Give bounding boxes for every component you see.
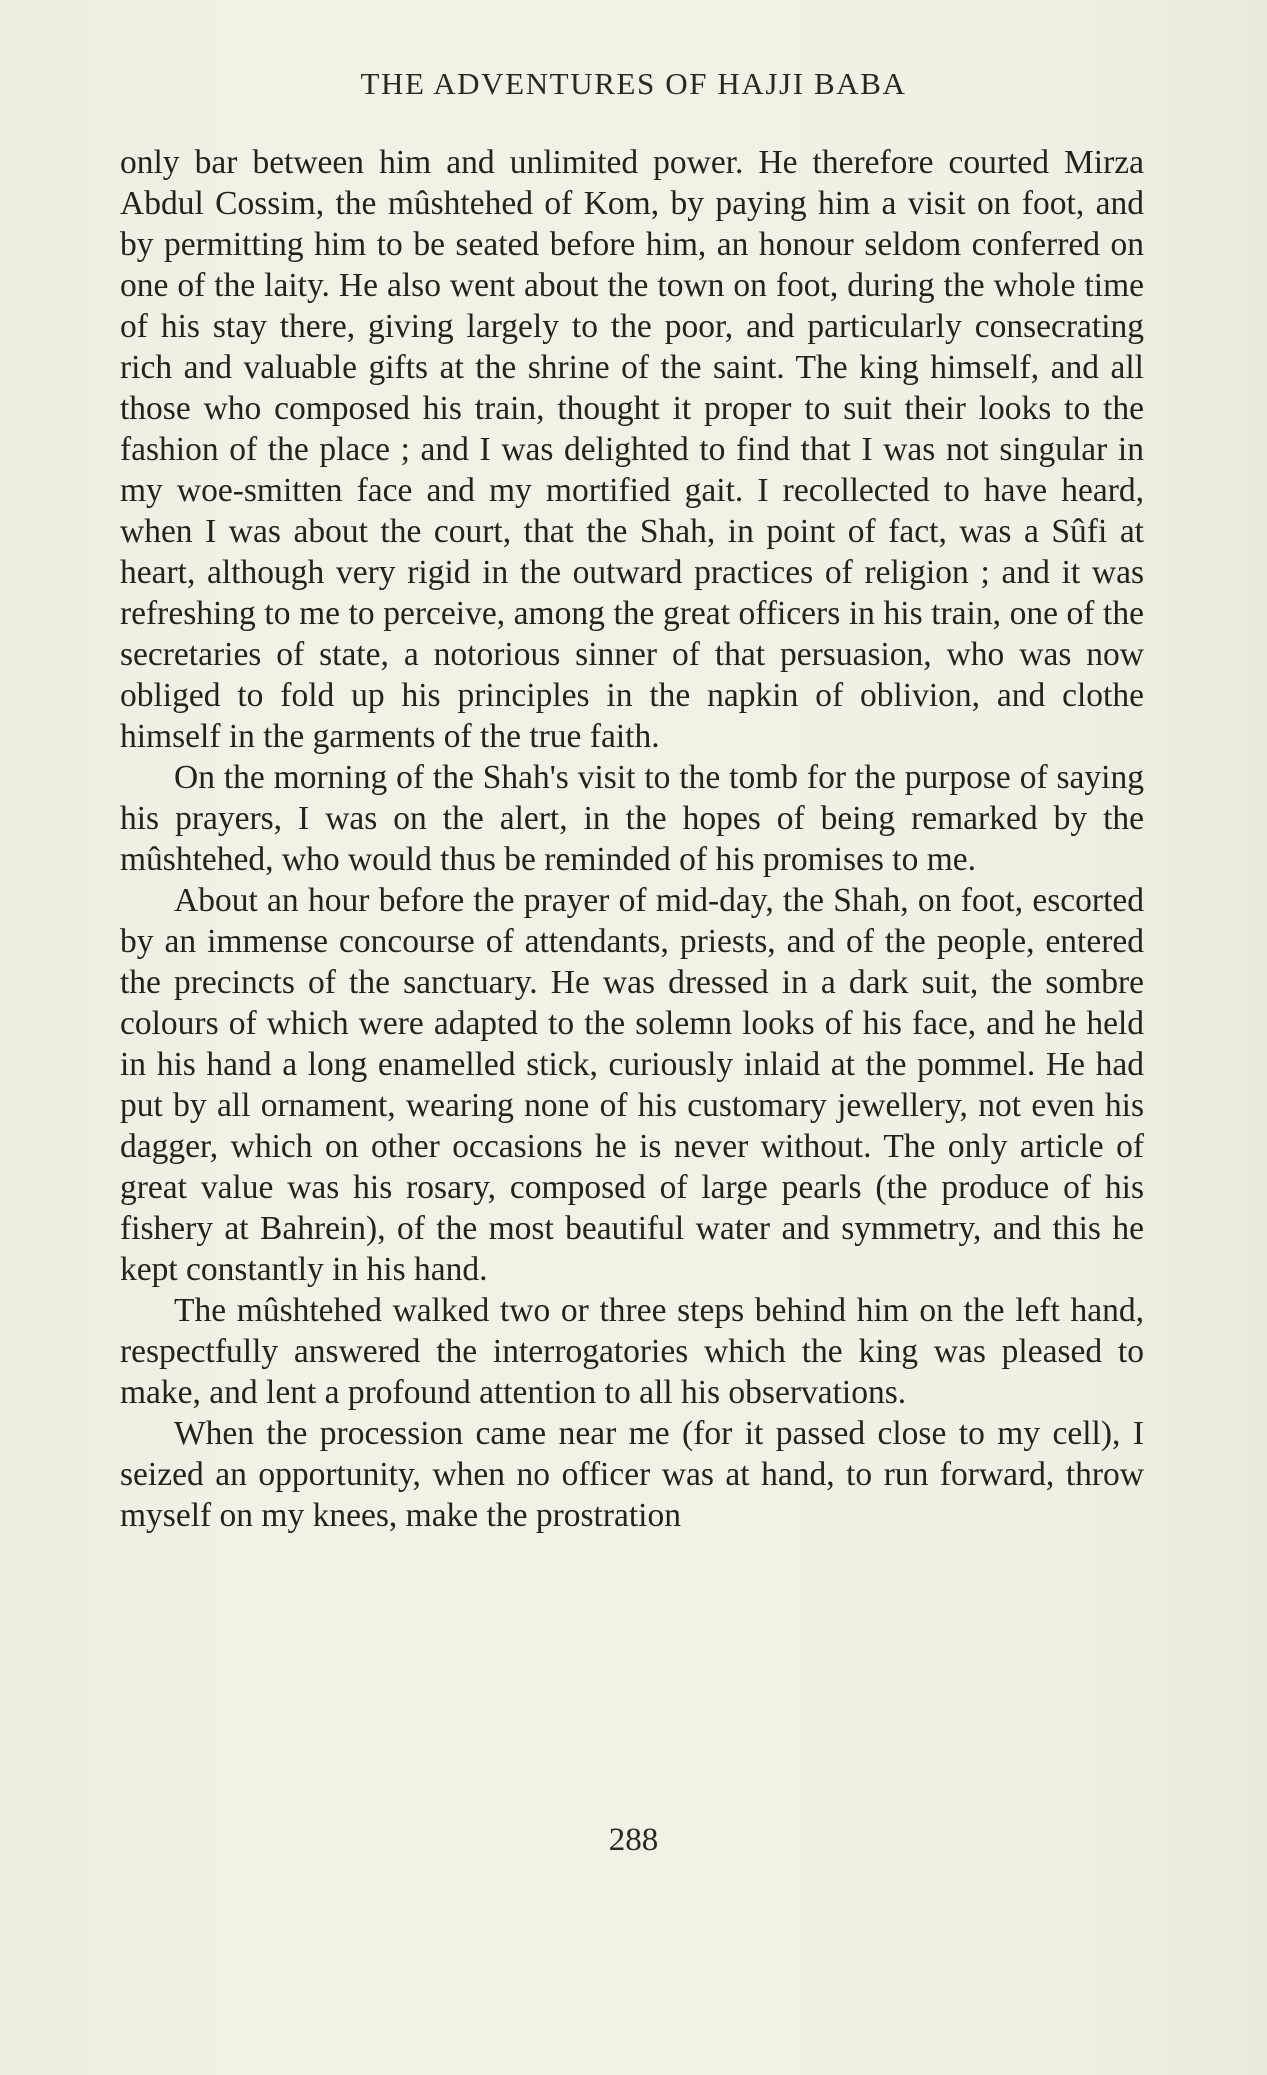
body-text — [120, 142, 1144, 1536]
paragraph: When the procession came near me (for it passed close to my cell), I seized an opportunity, when no officer was at hand, to run forward, throw myself on my knees, make the prostration — [120, 1415, 1144, 1534]
running-head: THE ADVENTURES OF HAJJI BABA — [360, 66, 907, 101]
page-number: 288 — [608, 1822, 659, 1858]
paragraph-continued: only bar between him and unlimited power. He therefore courted Mirza Abdul Cossim, the mûshtehed of Kom, by paying him a visit on foot, and by permitting him to be seated before him, an honour seldom conferred on one of the laity. He also went about the town on foot, during the whole time of his stay there, giving largely to the poor, and particularly consecrating rich and valuable gifts at the shrine of the saint. The king himself, and all those who composed his train, thought it proper to suit their looks to the fashion of the place ; and I was delighted to find that I was not singular in my woe-smitten face and my mortified gait. I recollected to have heard, when I was about the court, that the Shah, in point of fact, was a Sûfi at heart, although very rigid in the outward practices of religion ; and it was refreshing to me to perceive, among the great officers in his train, one of the secretaries of state, a notorious sinner of that persuasion, who was now obliged to fold up his principles in the napkin of oblivion, and clothe himself in the garments of the true faith. — [120, 144, 1144, 755]
paragraph: On the morning of the Shah's visit to the tomb for the purpose of saying his prayers, I was on the alert, in the hopes of being remarked by the mûshtehed, who would thus be reminded of his promises to me. — [120, 759, 1144, 878]
paragraph: The mûshtehed walked two or three steps behind him on the left hand, respectfully answered the interrogatories which the king was pleased to make, and lent a profound attention to all his observations. — [120, 1292, 1144, 1411]
paragraph: About an hour before the prayer of mid-day, the Shah, on foot, escorted by an immense concourse of attendants, priests, and of the people, entered the precincts of the sanctuary. He was dressed in a dark suit, the sombre colours of which were adapted to the solemn looks of his face, and he held in his hand a long enamelled stick, curiously inlaid at the pommel. He had put by all ornament, wearing none of his customary jewellery, not even his dagger, which on other occasions he is never without. The only article of great value was his rosary, composed of large pearls (the produce of his fishery at Bahrein), of the most beautiful water and symmetry, and this he kept constantly in his hand. — [120, 882, 1144, 1288]
